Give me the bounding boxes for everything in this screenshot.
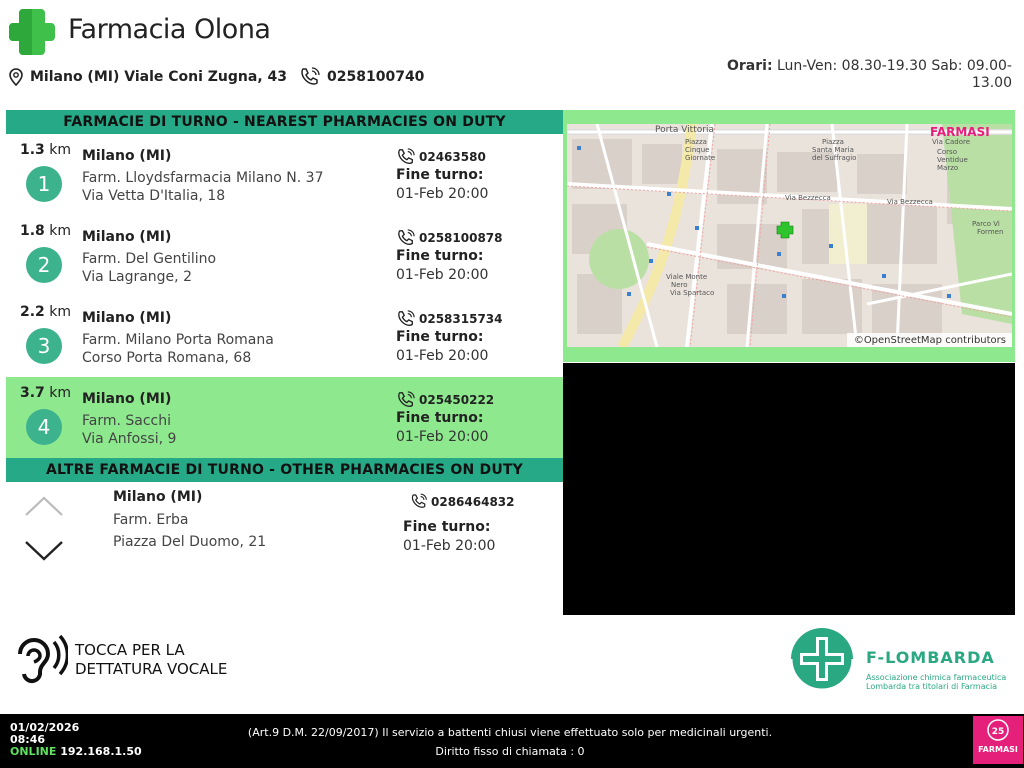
rank-badge: 2 xyxy=(26,247,62,283)
online-status: ONLINE xyxy=(10,745,57,758)
pharmacy-phone: 0258100878 xyxy=(419,231,503,245)
phone-icon xyxy=(396,310,416,328)
voice-dictation-button[interactable] xyxy=(75,641,227,679)
pharmacy-row[interactable] xyxy=(6,296,563,378)
pharmacy-row[interactable] xyxy=(6,134,563,216)
svg-text:Formen: Formen xyxy=(977,228,1004,236)
pharmacy-street: Via Anfossi, 9 xyxy=(82,431,177,447)
hours-value: Lun-Ven: 08.30-19.30 Sab: 09.00-13.00 xyxy=(777,58,1012,91)
svg-text:Porta Vittoria: Porta Vittoria xyxy=(655,125,714,135)
location-pin-icon xyxy=(8,68,24,86)
pharmacy-city: Milano (MI) xyxy=(82,229,172,245)
ip-address: 192.168.1.50 xyxy=(60,745,142,758)
farmasi-badge-logo xyxy=(973,716,1023,764)
header-phone: 0258100740 xyxy=(327,69,425,85)
svg-text:del Suffragio: del Suffragio xyxy=(812,154,857,162)
phone-icon xyxy=(396,148,416,166)
svg-text:Piazza: Piazza xyxy=(822,138,844,146)
distance: 3.7 km xyxy=(20,385,72,401)
video-area xyxy=(563,363,1015,615)
map-view[interactable] xyxy=(567,124,1012,347)
svg-text:Cinque: Cinque xyxy=(685,146,710,154)
svg-text:Viale Monte: Viale Monte xyxy=(666,273,708,281)
svg-text:Via Bezzecca: Via Bezzecca xyxy=(785,194,831,202)
dictation-line2: DETTATURA VOCALE xyxy=(75,660,228,678)
end-shift-date: 01-Feb 20:00 xyxy=(396,267,489,283)
status-bar xyxy=(0,714,1024,768)
distance: 1.3 km xyxy=(20,142,72,158)
rank-badge: 3 xyxy=(26,328,62,364)
map-brand: FARMASI xyxy=(930,125,990,139)
nearest-section-title: FARMACIE DI TURNO - NEAREST PHARMACIES ON DUTY xyxy=(6,110,563,134)
notice-line2: Diritto fisso di chiamata : 0 xyxy=(435,745,585,758)
ear-hearing-icon[interactable] xyxy=(10,632,68,688)
pharmacy-phone-row xyxy=(396,148,486,166)
pharmacy-street: Via Vetta D'Italia, 18 xyxy=(82,188,226,204)
pharmacy-city: Milano (MI) xyxy=(82,310,172,326)
phone-icon xyxy=(396,229,416,247)
other-street: Piazza Del Duomo, 21 xyxy=(113,534,267,550)
other-pharmacy-card[interactable] xyxy=(6,483,563,613)
other-end-label: Fine turno: xyxy=(403,519,491,535)
pharmacy-street: Corso Porta Romana, 68 xyxy=(82,350,252,366)
map-canvas xyxy=(567,124,1012,347)
svg-text:Giornate: Giornate xyxy=(685,154,716,162)
end-shift-label: Fine turno: xyxy=(396,248,484,264)
pharmacy-row[interactable] xyxy=(6,377,563,458)
rank-badge: 1 xyxy=(26,166,62,202)
service-notice xyxy=(180,723,840,761)
svg-text:Piazza: Piazza xyxy=(685,138,707,146)
pharmacy-phone: 025450222 xyxy=(419,393,495,407)
pharmacy-name-label: Farm. Milano Porta Romana xyxy=(82,332,274,348)
end-shift-date: 01-Feb 20:00 xyxy=(396,429,489,445)
pharmacy-name: Farmacia Olona xyxy=(68,14,271,45)
distance: 2.2 km xyxy=(20,304,72,320)
svg-text:Parco Vi: Parco Vi xyxy=(972,220,1000,228)
svg-text:Via Cadore: Via Cadore xyxy=(932,138,971,146)
phone-icon xyxy=(410,493,428,510)
notice-line1: (Art.9 D.M. 22/09/2017) Il servizio a battenti chiusi viene effettuato solo per medicinali urgenti. xyxy=(247,726,773,739)
pharmacy-phone-row xyxy=(396,310,503,328)
other-city: Milano (MI) xyxy=(113,489,203,505)
other-name: Farm. Erba xyxy=(113,512,189,528)
svg-text:Nero: Nero xyxy=(671,281,688,289)
opening-hours xyxy=(712,58,1012,92)
svg-text:Via Spartaco: Via Spartaco xyxy=(670,289,715,297)
f-lombarda-sub1: Associazione chimica farmaceutica xyxy=(866,673,1007,682)
end-shift-label: Fine turno: xyxy=(396,167,484,183)
address-text: Milano (MI) Viale Coni Zugna, 43 xyxy=(30,69,288,85)
badge-text: FARMASI xyxy=(978,745,1018,754)
current-date: 01/02/2026 xyxy=(10,721,80,734)
svg-text:Marzo: Marzo xyxy=(937,164,959,172)
f-lombarda-sub2: Lombarda tra titolari di Farmacia xyxy=(866,682,998,691)
pharmacy-phone: 02463580 xyxy=(419,150,486,164)
scroll-down-arrow-icon[interactable] xyxy=(24,539,64,561)
end-shift-label: Fine turno: xyxy=(396,329,484,345)
pharmacy-cross-logo xyxy=(5,5,59,59)
f-lombarda-title: F-LOMBARDA xyxy=(866,648,995,667)
svg-text:Santa Maria: Santa Maria xyxy=(812,146,854,154)
pharmacy-city: Milano (MI) xyxy=(82,391,172,407)
other-section-title: ALTRE FARMACIE DI TURNO - OTHER PHARMACIES ON DUTY xyxy=(6,458,563,482)
hours-label: Orari: xyxy=(726,58,773,74)
badge-number: 25 xyxy=(991,727,1005,737)
other-phone-row xyxy=(410,493,515,510)
pharmacy-name-label: Farm. Lloydsfarmacia Milano N. 37 xyxy=(82,170,324,186)
phone-icon xyxy=(396,391,416,409)
rank-badge: 4 xyxy=(26,409,62,445)
address-row xyxy=(8,67,424,87)
f-lombarda-subtitle xyxy=(866,673,1006,691)
svg-text:Corso: Corso xyxy=(937,148,957,156)
date-time-status xyxy=(10,722,142,758)
svg-text:Ventidue: Ventidue xyxy=(937,156,968,164)
other-phone: 0286464832 xyxy=(431,494,515,509)
pharmacy-phone-row xyxy=(396,391,494,409)
current-time: 08:46 xyxy=(10,733,46,746)
distance: 1.8 km xyxy=(20,223,72,239)
phone-icon xyxy=(299,67,321,87)
scroll-up-arrow-icon[interactable] xyxy=(24,495,64,517)
pharmacy-phone-row xyxy=(396,229,503,247)
svg-text:Via Bezzecca: Via Bezzecca xyxy=(887,198,933,206)
pharmacy-name-label: Farm. Sacchi xyxy=(82,413,172,429)
f-lombarda-logo-icon xyxy=(788,625,858,693)
end-shift-date: 01-Feb 20:00 xyxy=(396,186,489,202)
dictation-line1: TOCCA PER LA xyxy=(75,641,185,659)
other-end-date: 01-Feb 20:00 xyxy=(403,538,496,554)
end-shift-label: Fine turno: xyxy=(396,410,484,426)
pharmacy-street: Via Lagrange, 2 xyxy=(82,269,192,285)
map-attribution[interactable]: ©OpenStreetMap contributors xyxy=(853,335,1006,346)
pharmacy-phone: 0258315734 xyxy=(419,312,503,326)
pharmacy-row[interactable] xyxy=(6,215,563,297)
pharmacy-city: Milano (MI) xyxy=(82,148,172,164)
end-shift-date: 01-Feb 20:00 xyxy=(396,348,489,364)
pharmacy-name-label: Farm. Del Gentilino xyxy=(82,251,217,267)
